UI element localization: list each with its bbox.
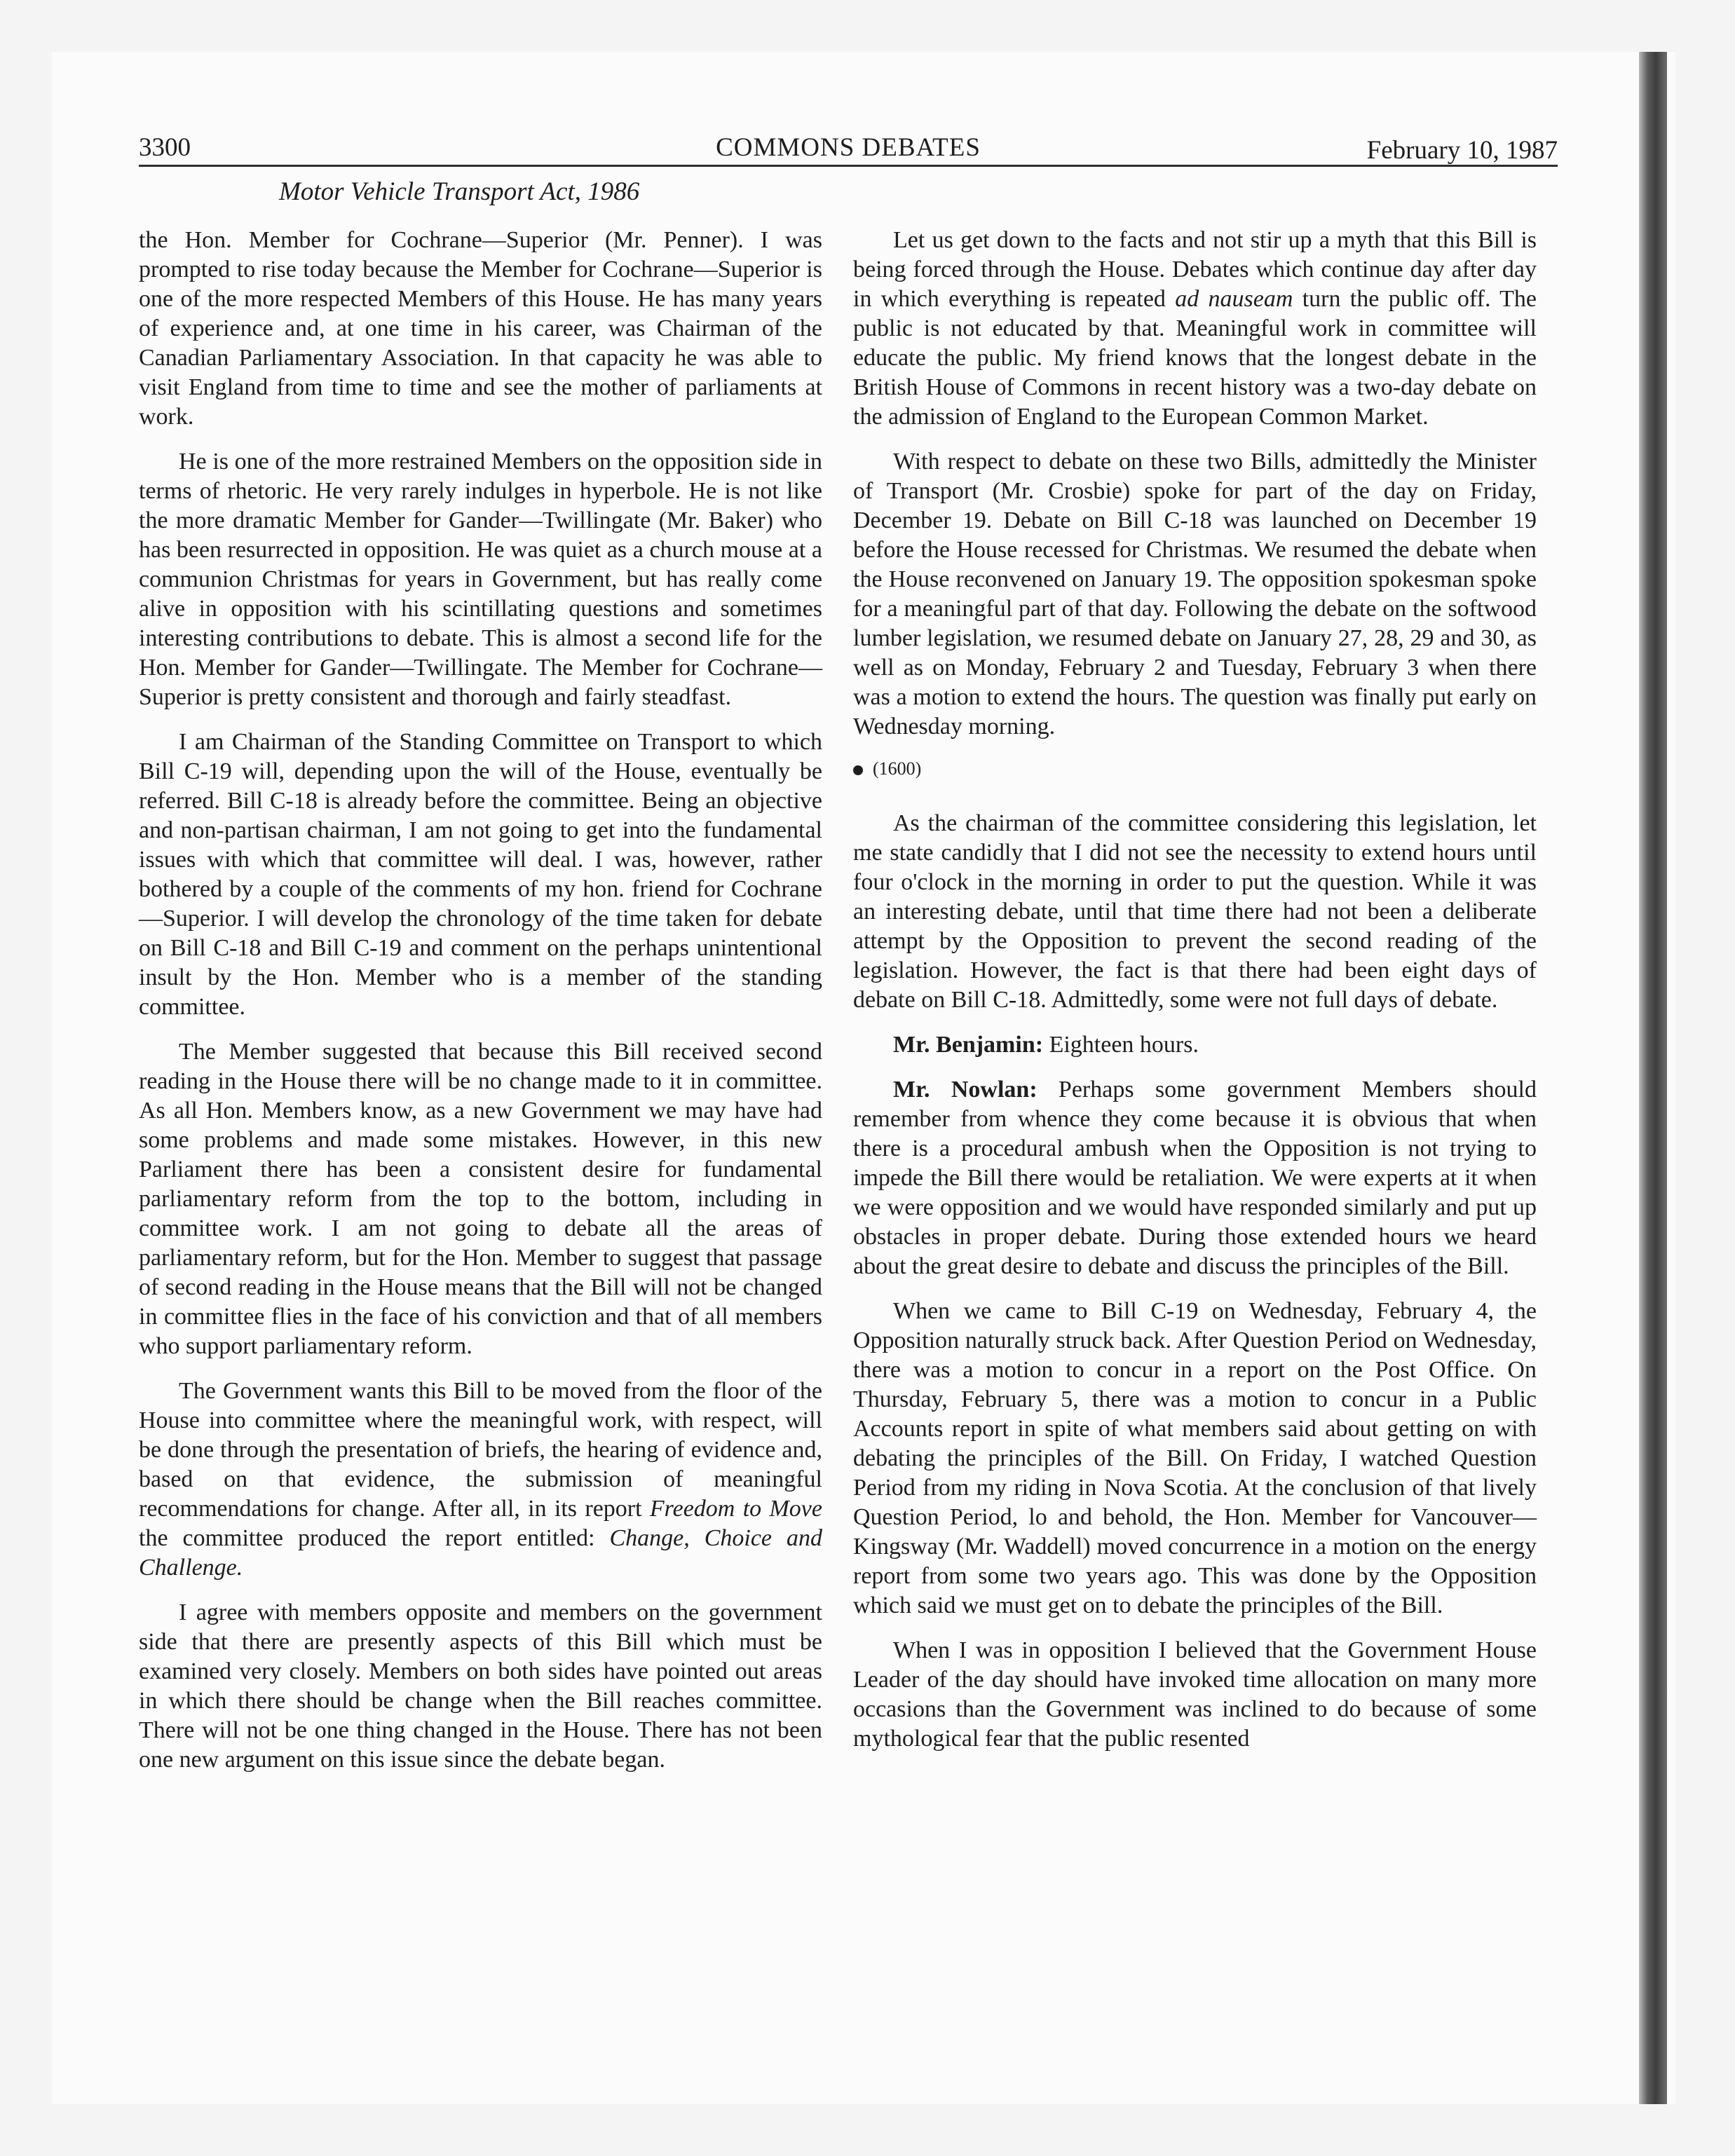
paragraph bbox=[853, 226, 1537, 432]
paragraph: When I was in opposition I believed that the Government House Leader of the day should have invoked time allocation on many more occasions than the Government was inclined to do because of some mythological fear that the public resented bbox=[853, 1637, 1537, 1752]
time-marker bbox=[853, 757, 1537, 781]
paragraph: He is one of the more restrained Members on the opposition side in terms of rhetoric. He very rarely indulges in hyperbole. He is not like the more dramatic Member for Gander—Twillingate (Mr. Baker) who has been resurrected in opposition. He was quiet as a church mouse at a communion Christmas for years in Government, but has really come alive in opposition with his scintillating questions and sometimes interesting contributions to debate. This is almost a second life for the Hon. Member for Gander—Twillingate. The Member for Cochrane—Superior is pretty consistent and thorough and fairly steadfast. bbox=[139, 449, 822, 710]
speech bbox=[853, 1075, 1537, 1281]
paragraph: When we came to Bill C-19 on Wednesday, February 4, the Opposition naturally struck back. After Question Period on Wednesday, there was a motion to concur in a report on the Post Office. On Thursday, February 5, there was a motion to concur in a Public Accounts report in spite of what members said about getting on with debating the principles of the Bill. On Friday, I watched Question Period from my riding in Nova Scotia. At the conclusion of that lively Question Period, lo and behold, the Hon. Member for Vancouver—Kingsway (Mr. Waddell) moved concurrence in a motion on the energy report from some two years ago. This was done by the Opposition which said we must get on to debate the principles of the Bill. bbox=[853, 1298, 1537, 1618]
latin-phrase: ad nauseam bbox=[1175, 286, 1293, 312]
paragraph-text: The Government wants this Bill to be moved from the floor of the House into committee where the meaningful work, with respect, will be done through the presentation of briefs, the hearing of evidence and, based on that evidence, the submission of meaningful recommendations for change. After all, in its report bbox=[139, 1378, 822, 1522]
speaker-name: Mr. Nowlan: bbox=[893, 1077, 1037, 1103]
scan-edge-shadow bbox=[1639, 52, 1667, 2104]
header-date: February 10, 1987 bbox=[1366, 136, 1558, 165]
paragraph-text: turn the public off. The public is not educated by that. Meaningful work in committee will educate the public. My friend knows that the longest debate in the British House of Commons in recent history was a two-day debate on the admission of England to the European Common Market. bbox=[853, 286, 1537, 430]
speech-text: Eighteen hours. bbox=[1043, 1032, 1199, 1058]
bullet-icon bbox=[853, 765, 863, 775]
paragraph: The Member suggested that because this Bill received second reading in the House there will be no change made to it in committee. As all Hon. Members know, as a new Government we may have had some problems and made some mistakes. However, in this new Parliament there has been a consistent desire for fundamental parliamentary reform from the top to the bottom, including in committee work. I am not going to debate all the areas of parliamentary reform, but for the Hon. Member to suggest that passage of second reading in the House means that the Bill will not be changed in committee flies in the face of his conviction and that of all members who support parliamentary reform. bbox=[139, 1039, 822, 1359]
paragraph bbox=[139, 1377, 822, 1583]
running-header bbox=[139, 131, 1558, 167]
report-title: Change, Choice and Challenge. bbox=[139, 1525, 822, 1581]
speech-text: Perhaps some government Members should remember from whence they come because it is obvious that when there is a procedural ambush when the Opposition is not trying to impede the Bill there would be retaliation. We were experts at it when we were opposition and we would have responded similarly and put up obstacles in proper debate. During those extended hours we heard about the great desire to debate and discuss the principles of the Bill. bbox=[853, 1077, 1537, 1279]
left-column bbox=[139, 226, 822, 1790]
right-column bbox=[853, 226, 1537, 1769]
paragraph: I agree with members opposite and members on the government side that there are presently aspects of this Bill which must be examined very closely. Members on both sides have pointed out areas in which there should be change when the Bill reaches committee. There will not be one thing changed in the House. There has not been one new argument on this issue since the debate began. bbox=[139, 1599, 822, 1773]
time-marker-text: (1600) bbox=[873, 758, 922, 779]
journal-title: COMMONS DEBATES bbox=[716, 133, 981, 162]
speech bbox=[853, 1030, 1537, 1060]
paragraph: the Hon. Member for Cochrane—Superior (Mr. Penner). I was prompted to rise today because the Member for Cochrane—Superior is one of the more respected Members of this House. He has many years of experience and, at one time in his career, was Chairman of the Canadian Parliamentary Association. In that capacity he was able to visit England from time to time and see the mother of parliaments at work. bbox=[139, 227, 822, 430]
paragraph-text: Let us get down to the facts and not stir up a myth that this Bill is being forced through the House. Debates which continue day after day in which everything is repeated bbox=[853, 227, 1537, 312]
paragraph: With respect to debate on these two Bills, admittedly the Minister of Transport (Mr. Crosbie) spoke for part of the day on Friday, December 19. Debate on Bill C-18 was launched on December 19 before the House recessed for Christmas. We resumed the debate when the House reconvened on January 19. The opposition spokesman spoke for a meaningful part of that day. Following the debate on the softwood lumber legislation, we resumed debate on January 27, 28, 29 and 30, as well as on Monday, February 2 and Tuesday, February 3 when there was a motion to extend the hours. The question was finally put early on Wednesday morning. bbox=[853, 449, 1537, 739]
page-number: 3300 bbox=[139, 133, 191, 162]
paragraph: As the chairman of the committee considering this legislation, let me state candidly that I did not see the necessity to extend hours until four o'clock in the morning in order to put the question. While it was an interesting debate, until that time there had not been a deliberate attempt by the Opposition to prevent the second reading of the legislation. However, the fact is that there had been eight days of debate on Bill C-18. Admittedly, some were not full days of debate. bbox=[853, 810, 1537, 1013]
speaker-name: Mr. Benjamin: bbox=[893, 1032, 1044, 1058]
report-title: Freedom to Move bbox=[649, 1496, 822, 1522]
paragraph: I am Chairman of the Standing Committee on Transport to which Bill C-19 will, depending upon the will of the House, eventually be referred. Bill C-18 is already before the committee. Being an objective and non-partisan chairman, I am not going to get into the fundamental issues with which that committee will deal. I was, however, rather bothered by a couple of the comments of my hon. friend for Cochrane—Superior. I will develop the chronology of the time taken for debate on Bill C-18 and Bill C-19 and comment on the perhaps unintentional insult by the Hon. Member who is a member of the standing committee. bbox=[139, 729, 822, 1020]
paragraph-text: the committee produced the report entitled: bbox=[139, 1525, 610, 1551]
section-title: Motor Vehicle Transport Act, 1986 bbox=[279, 177, 640, 206]
